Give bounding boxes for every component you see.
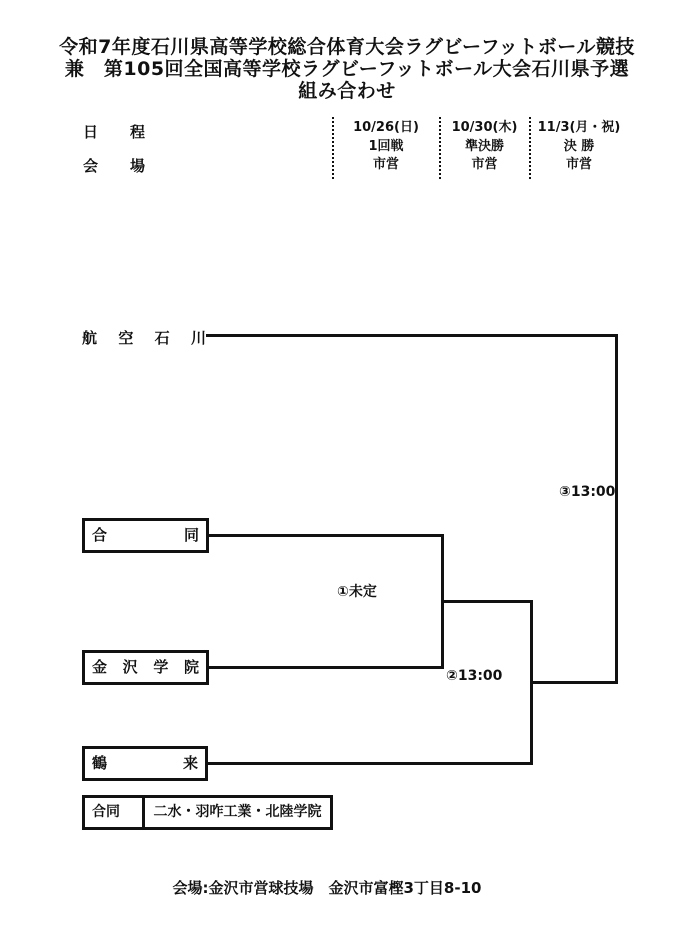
- final-venue: 市営: [565, 157, 592, 172]
- schedule-date-label: 日程: [83, 123, 145, 141]
- semifinal-date: 10/30(木): [451, 120, 518, 135]
- bracket-line-match1-winner: [441, 600, 533, 603]
- bracket-line-tsurugi: [208, 762, 533, 765]
- legend-label: 合同: [85, 798, 145, 827]
- final-name: 決 勝: [563, 138, 595, 154]
- semifinal-name: 準決勝: [464, 138, 504, 154]
- team-goudou-box: 合同: [82, 518, 209, 553]
- match2-label: ②13:00: [446, 668, 503, 684]
- bracket-line-goudou: [209, 534, 444, 537]
- tournament-title-line1: 令和7年度石川県高等学校総合体育大会ラグビーフットボール競技: [59, 36, 635, 58]
- bracket-line-match2-winner: [530, 681, 618, 684]
- schedule-column-round1: [334, 119, 438, 175]
- bracket-line-final-vertical: [615, 334, 618, 684]
- final-date: 11/3(月・祝): [537, 120, 621, 135]
- round1-name: 1回戦: [368, 138, 404, 154]
- legend-teams: 二水・羽咋工業・北陸学院: [153, 804, 322, 820]
- team-koukuu-ishikawa: 航空石川: [82, 329, 206, 347]
- legend-box: [82, 795, 333, 830]
- team-tsurugi-box: 鶴来: [82, 746, 208, 781]
- team-kanazawa-gakuin-box: 金沢学院: [82, 650, 209, 685]
- tournament-title-line3: 組み合わせ: [298, 80, 396, 102]
- schedule-venue-label: 会場: [83, 157, 145, 175]
- match1-label: ①未定: [337, 584, 377, 600]
- schedule-column-final: [531, 119, 627, 175]
- schedule-column-semifinal: [441, 119, 528, 175]
- bracket-line-kanazawa-gakuin: [209, 666, 444, 669]
- semifinal-venue: 市営: [471, 157, 498, 172]
- page-title: [0, 36, 694, 102]
- match3-label: ③13:00: [559, 484, 616, 500]
- bracket-line-koukuu-ishikawa: [206, 334, 618, 337]
- round1-date: 10/26(日): [353, 120, 419, 135]
- round1-venue: 市営: [372, 157, 399, 172]
- venue-footer: 会場:金沢市営球技場 金沢市富樫3丁目8-10: [172, 879, 482, 897]
- tournament-title-line2: 兼 第105回全国高等学校ラグビーフットボール大会石川県予選: [64, 58, 630, 80]
